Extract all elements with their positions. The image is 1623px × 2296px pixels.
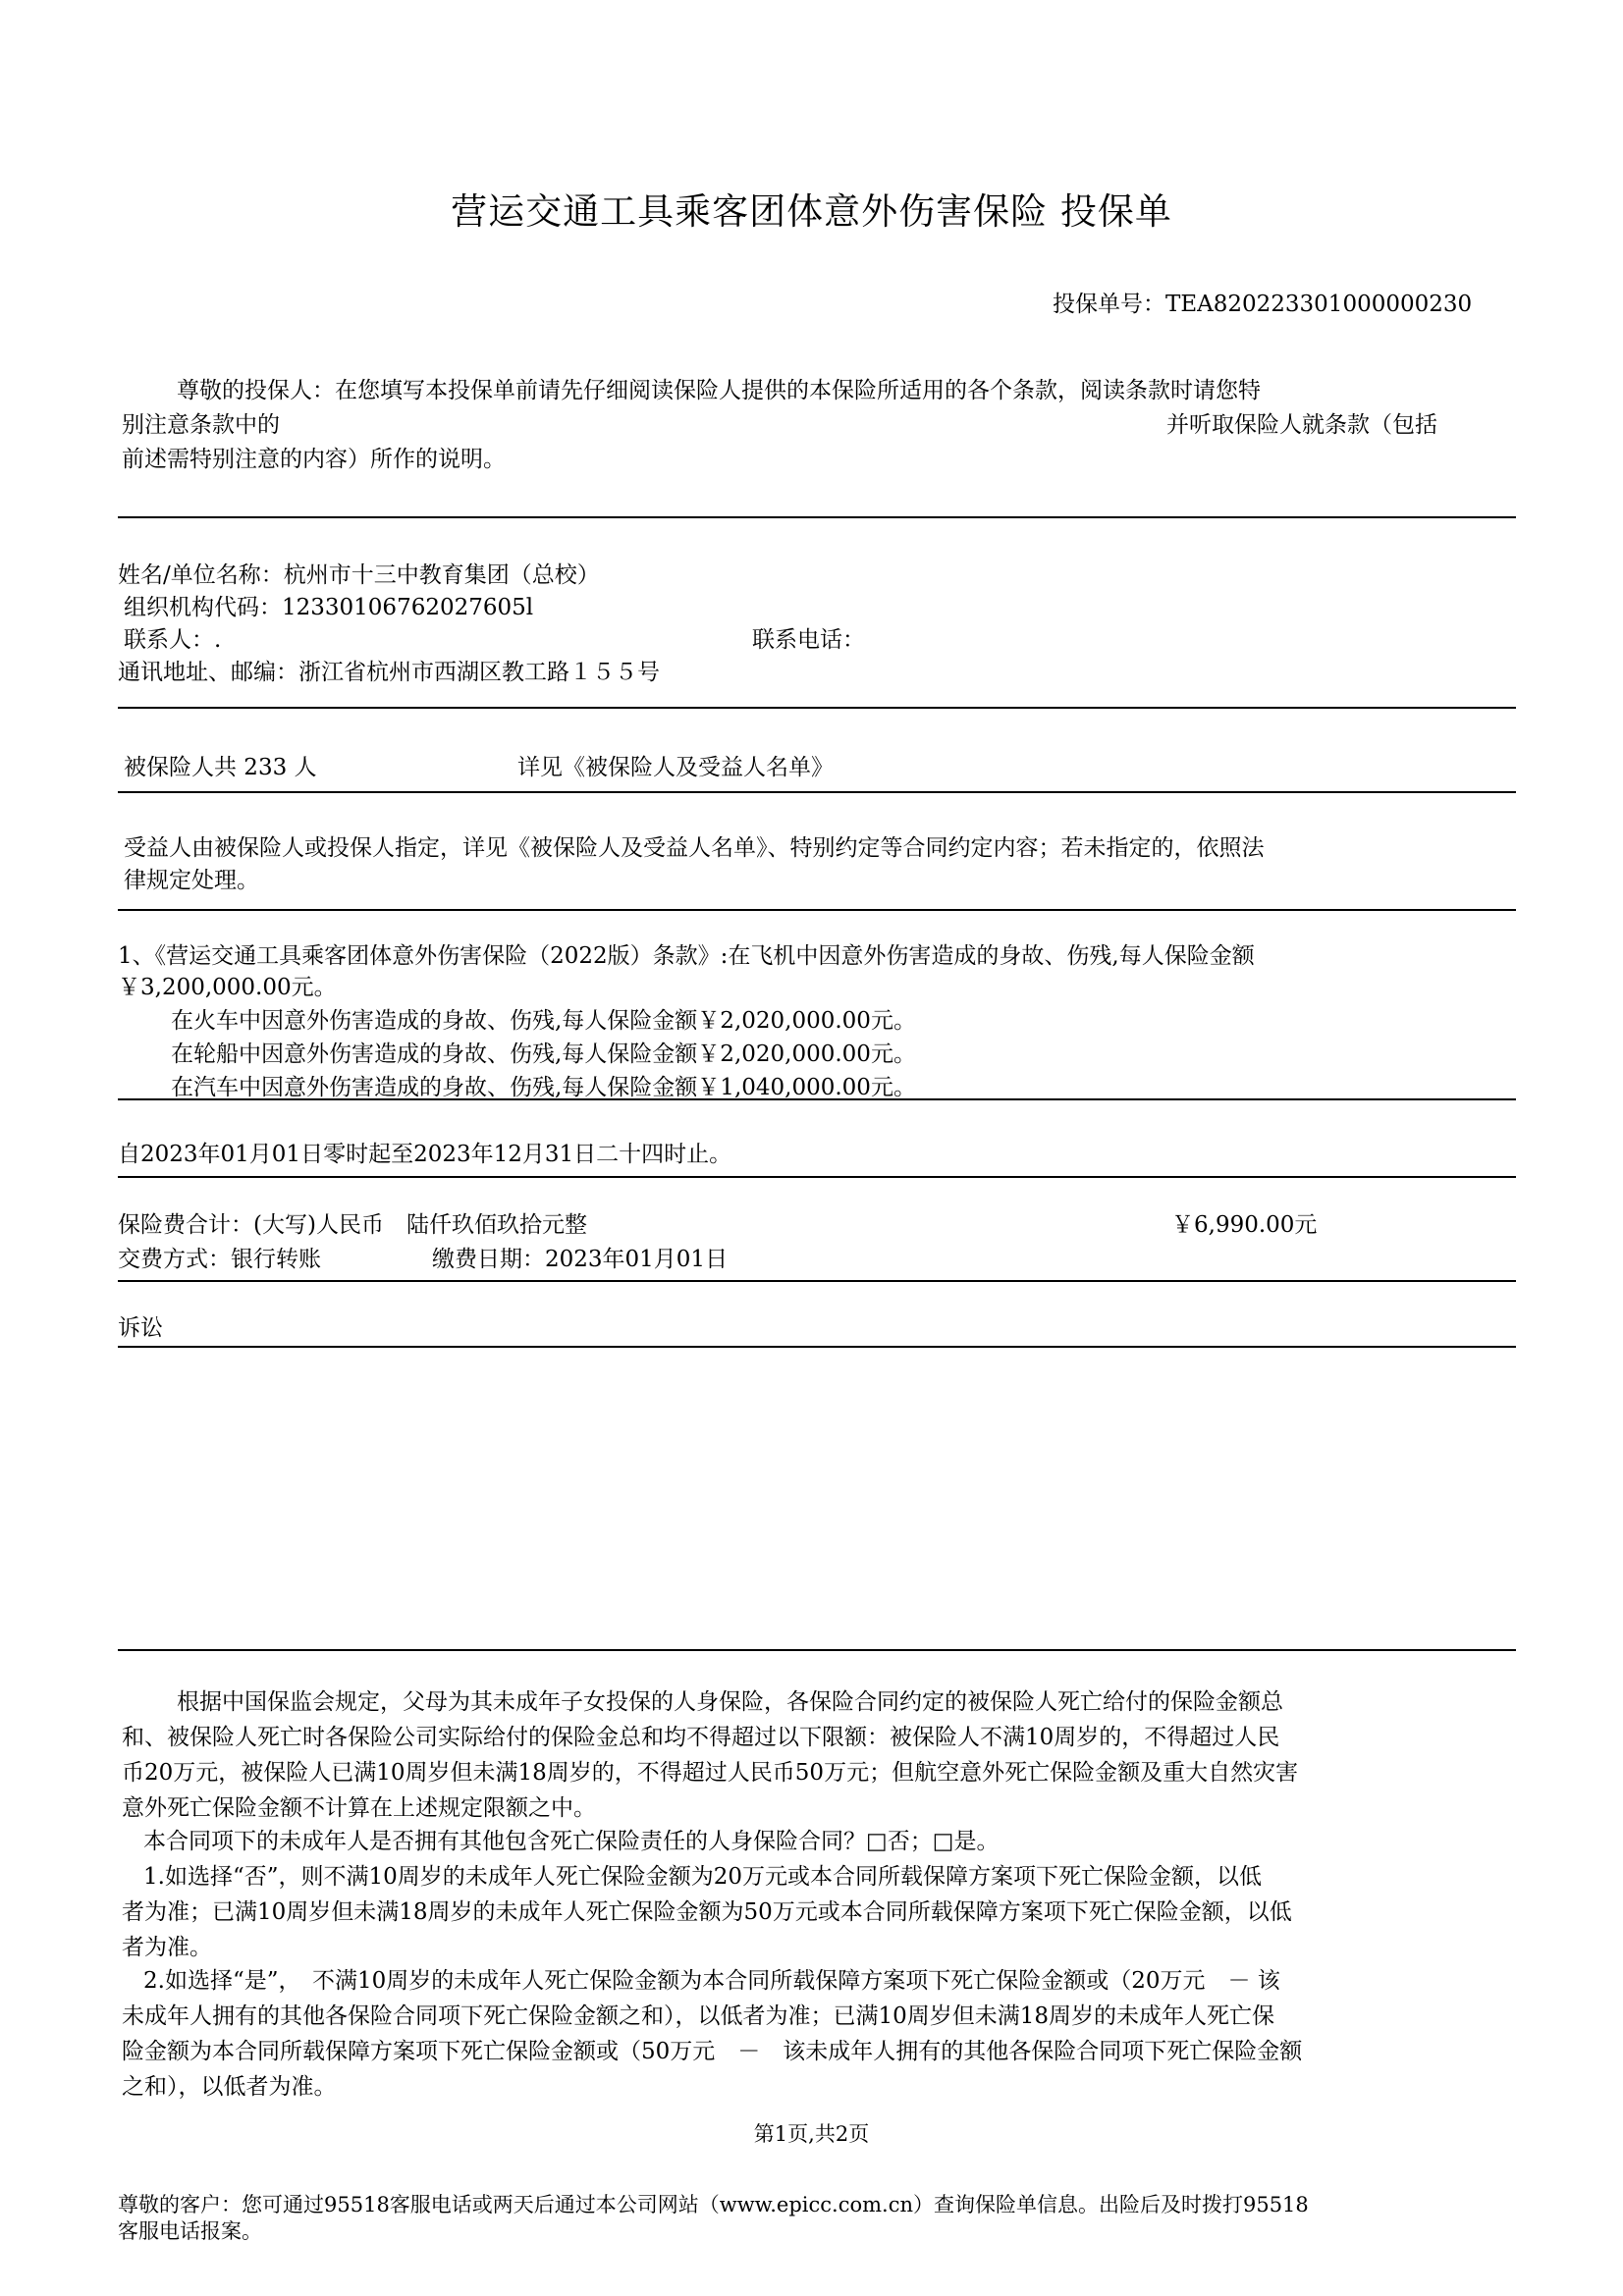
minor-clause-p3-l3: 者为准。: [122, 1935, 212, 1960]
address-row: [118, 655, 660, 690]
insured-count: 被保险人共 233 人: [124, 755, 317, 780]
minor-clause-p4-l3: 险金额为本合同所载保障方案项下死亡保险金额或（50万元 － 该未成年人拥有的其他各保险合同项下死亡保险金额: [122, 2039, 1303, 2064]
beneficiary-line-1: 受益人由被保险人或投保人指定，详见《被保险人及受益人名单》、特别约定等合同约定内容；若未指定的，依照法: [124, 835, 1265, 861]
beneficiary-line-2: 律规定处理。: [124, 868, 259, 893]
coverage-line-2: ￥3,200,000.00元。: [118, 975, 337, 1000]
minor-clause-p1-l4: 意外死亡保险金额不计算在上述规定限额之中。: [122, 1795, 596, 1821]
minor-clause-p1-l1: 根据中国保监会规定，父母为其未成年子女投保的人身保险，各保险合同约定的被保险人死亡给付的保险金额总: [177, 1689, 1283, 1715]
org-code-label: 组织机构代码：: [124, 595, 282, 620]
notice-line-2-right: 并听取保险人就条款（包括: [1166, 412, 1437, 438]
notice-line-2-left: 别注意条款中的: [122, 412, 280, 438]
section-divider: [118, 707, 1516, 709]
section-divider: [118, 1176, 1516, 1178]
contact-label: 联系人：: [124, 627, 214, 653]
section-divider: [118, 1346, 1516, 1348]
notice-line-1: 尊敬的投保人：在您填写本投保单前请先仔细阅读保险人提供的本保险所适用的各个条款，阅读条款时请您特: [177, 378, 1261, 403]
policy-number: [1053, 287, 1472, 322]
payment-date: 缴费日期：2023年01月01日: [432, 1247, 729, 1272]
address-label: 通讯地址、邮编：: [118, 660, 298, 685]
phone-row: [752, 622, 865, 658]
section-divider: [118, 791, 1516, 793]
minor-clause-p2: 本合同项下的未成年人是否拥有其他包含死亡保险责任的人身保险合同？□否；□是。: [143, 1829, 1000, 1854]
section-divider: [118, 1280, 1516, 1282]
minor-clause-p1-l2: 和、被保险人死亡时各保险公司实际给付的保险金总和均不得超过以下限额：被保险人不满10周岁的，不得超过人民: [122, 1725, 1280, 1750]
contact-row: [124, 622, 221, 658]
dispute-resolution: 诉讼: [118, 1315, 163, 1341]
footer-line-1: 尊敬的客户：您可通过95518客服电话或两天后通过本公司网站（www.epicc.com.cn）查询保险单信息。出险后及时拨打95518: [118, 2193, 1309, 2216]
applicant-name-value: 杭州市十三中教育集团（总校）: [283, 562, 600, 588]
coverage-line-4: 在轮船中因意外伤害造成的身故、伤残,每人保险金额￥2,020,000.00元。: [171, 1041, 916, 1067]
premium-total: 保险费合计：(大写)人民币 陆仟玖佰玖拾元整: [118, 1212, 587, 1238]
payment-method: 交费方式：银行转账: [118, 1247, 321, 1272]
coverage-line-1: 1、《营运交通工具乘客团体意外伤害保险（2022版）条款》:在飞机中因意外伤害造成的身故、伤残,每人保险金额: [118, 943, 1255, 969]
section-divider: [118, 1649, 1516, 1651]
section-divider: [118, 909, 1516, 911]
document-title: 营运交通工具乘客团体意外伤害保险 投保单: [451, 190, 1172, 233]
contact-value: .: [214, 627, 222, 653]
coverage-line-5: 在汽车中因意外伤害造成的身故、伤残,每人保险金额￥1,040,000.00元。: [171, 1075, 916, 1100]
minor-clause-p4-l4: 之和），以低者为准。: [122, 2074, 337, 2100]
policy-number-label: 投保单号：: [1053, 292, 1165, 317]
footer-line-2: 客服电话报案。: [118, 2219, 262, 2243]
applicant-name-label: 姓名/单位名称：: [118, 562, 284, 588]
coverage-line-3: 在火车中因意外伤害造成的身故、伤残,每人保险金额￥2,020,000.00元。: [171, 1008, 916, 1034]
minor-clause-p1-l3: 币20万元，被保险人已满10周岁但未满18周岁的，不得超过人民币50万元；但航空意外死亡保险金额及重大自然灾害: [122, 1760, 1299, 1786]
page-number: 第1页,共2页: [753, 2122, 870, 2146]
phone-label: 联系电话：: [752, 627, 865, 653]
minor-clause-p4-l2: 未成年人拥有的其他各保险合同项下死亡保险金额之和），以低者为准；已满10周岁但未满18周岁的未成年人死亡保: [122, 2003, 1275, 2029]
section-divider: [118, 1098, 1516, 1100]
address-value: 浙江省杭州市西湖区教工路１５５号: [298, 660, 660, 685]
insurance-period: 自2023年01月01日零时起至2023年12月31日二十四时止。: [118, 1142, 732, 1167]
policy-number-value: TEA820223301000000230: [1165, 292, 1473, 317]
org-code-row: [124, 590, 533, 625]
notice-line-3: 前述需特别注意的内容）所作的说明。: [122, 447, 506, 472]
org-code-value: 12330106762027605l: [282, 595, 534, 620]
insured-detail: 详见《被保险人及受益人名单》: [517, 755, 834, 780]
section-divider: [118, 516, 1516, 518]
minor-clause-p3-l2: 者为准；已满10周岁但未满18周岁的未成年人死亡保险金额为50万元或本合同所载保障方案项下死亡保险金额，以低: [122, 1899, 1292, 1925]
minor-clause-p3-l1: 1.如选择“否”，则不满10周岁的未成年人死亡保险金额为20万元或本合同所载保障方案项下死亡保险金额，以低: [143, 1864, 1262, 1890]
premium-amount: ￥6,990.00元: [1171, 1212, 1318, 1238]
applicant-name-row: [118, 558, 600, 593]
minor-clause-p4-l1: 2.如选择“是”， 不满10周岁的未成年人死亡保险金额为本合同所载保障方案项下死亡保险金额或（20万元 － 该: [143, 1968, 1280, 1994]
